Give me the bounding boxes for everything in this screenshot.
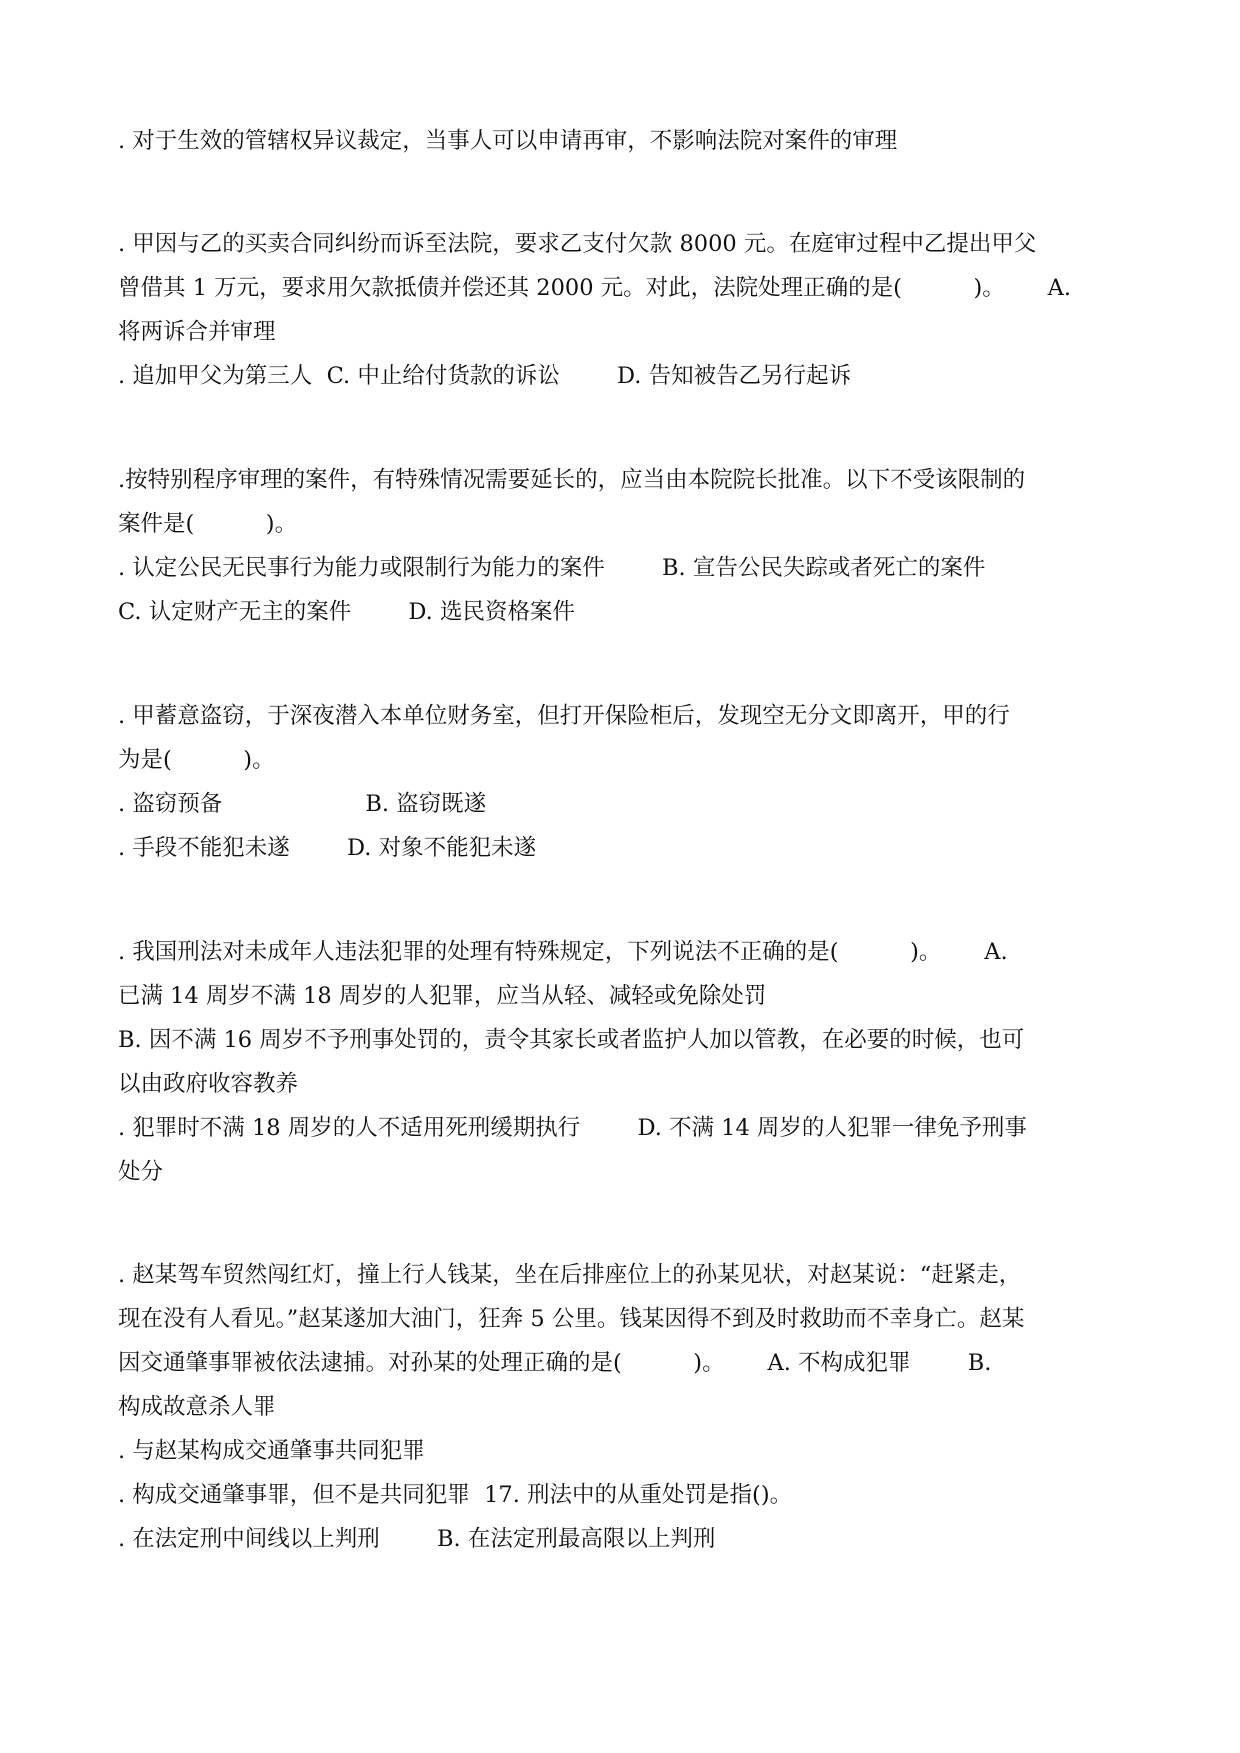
text-line: . 追加甲父为第三人 C. 中止给付货款的诉讼 D. 告知被告乙另行起诉 [118, 363, 852, 389]
text-line: 为是( )。 [118, 747, 275, 773]
text-line: 构成故意杀人罪 [118, 1394, 276, 1420]
text-line: . 构成交通肇事罪，但不是共同犯罪 17. 刑法中的从重处罚是指()。 [118, 1482, 793, 1508]
text-line: 因交通肇事罪被依法逮捕。对孙某的处理正确的是( )。 A. 不构成犯罪 B. [118, 1350, 992, 1376]
text-line: . 手段不能犯未遂 D. 对象不能犯未遂 [118, 835, 537, 861]
text-line: 处分 [118, 1159, 164, 1185]
text-line: 案件是( )。 [118, 511, 298, 537]
text-line: . 认定公民无民事行为能力或限制行为能力的案件 B. 宣告公民失踪或者死亡的案件 [118, 555, 986, 581]
text-line: . 甲因与乙的买卖合同纠纷而诉至法院，要求乙支付欠款 8000 元。在庭审过程中乙提出甲父 [118, 231, 1037, 257]
text-line: C. 认定财产无主的案件 D. 选民资格案件 [118, 599, 575, 625]
text-line: 现在没有人看见。”赵某遂加大油门，狂奔 5 公里。钱某因得不到及时救助而不幸身亡。赵某 [118, 1306, 1025, 1332]
text-line: .按特别程序审理的案件，有特殊情况需要延长的，应当由本院院长批准。以下不受该限制的 [118, 467, 1026, 493]
text-line: 以由政府收容教养 [118, 1071, 299, 1097]
text-line: B. 因不满 16 周岁不予刑事处罚的，责令其家长或者监护人加以管教，在必要的时候，也可 [118, 1027, 1025, 1053]
text-line: 将两诉合并审理 [118, 319, 276, 345]
text-line: . 对于生效的管辖权异议裁定，当事人可以申请再审，不影响法院对案件的审理 [118, 128, 898, 154]
text-line: . 与赵某构成交通肇事共同犯罪 [118, 1438, 425, 1464]
text-line: . 我国刑法对未成年人违法犯罪的处理有特殊规定，下列说法不正确的是( )。 A. [118, 939, 1008, 965]
text-line: . 盗窃预备 B. 盗窃既遂 [118, 791, 487, 817]
text-line: . 甲蓄意盗窃，于深夜潜入本单位财务室，但打开保险柜后，发现空无分文即离开，甲的行 [118, 703, 1010, 729]
text-line: . 赵某驾车贸然闯红灯，撞上行人钱某，坐在后排座位上的孙某见状，对赵某说：“赶紧走， [118, 1262, 1022, 1288]
text-line: 已满 14 周岁不满 18 周岁的人犯罪，应当从轻、减轻或免除处罚 [118, 983, 767, 1009]
text-line: . 在法定刑中间线以上判刑 B. 在法定刑最高限以上判刑 [118, 1526, 716, 1552]
text-line: 曾借其 1 万元，要求用欠款抵债并偿还其 2000 元。对此，法院处理正确的是( )。 A. [118, 275, 1072, 301]
text-line: . 犯罪时不满 18 周岁的人不适用死刑缓期执行 D. 不满 14 周岁的人犯罪一律免予刑事 [118, 1115, 1027, 1141]
